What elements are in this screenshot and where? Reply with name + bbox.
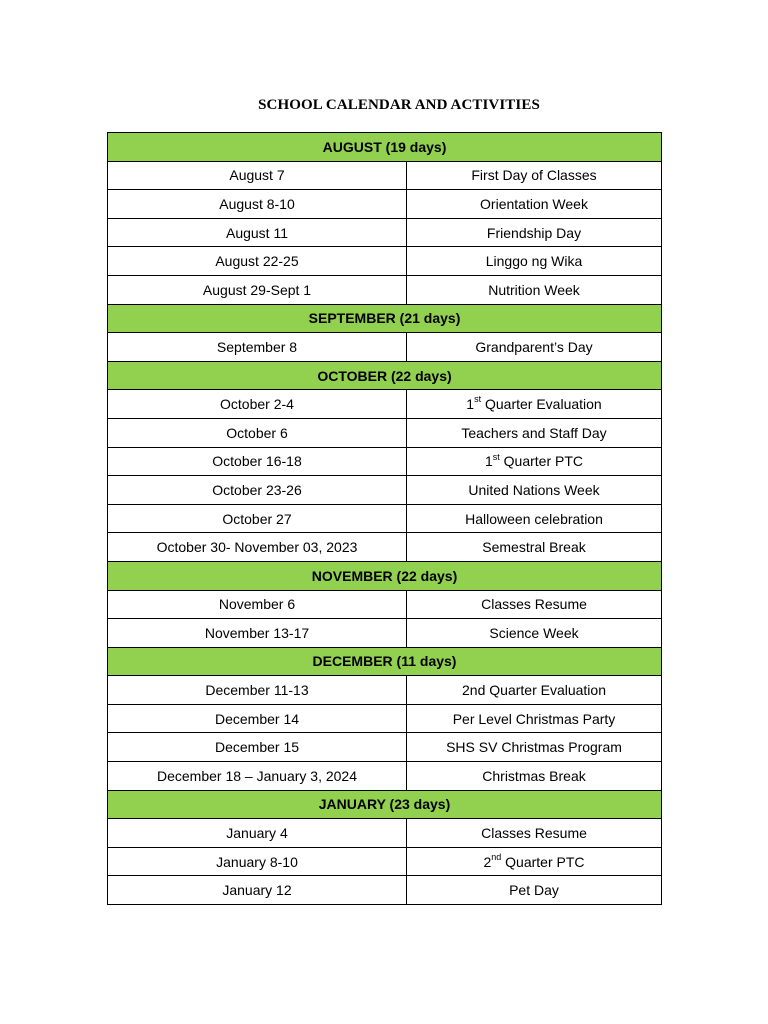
event-activity: United Nations Week: [407, 476, 662, 505]
event-row: [108, 876, 662, 905]
event-row: [108, 762, 662, 791]
activity-ordinal-suffix: st: [492, 451, 500, 462]
event-date: October 2-4: [108, 390, 407, 419]
event-row: [108, 190, 662, 219]
month-header-row: [108, 561, 662, 590]
event-date: October 23-26: [108, 476, 407, 505]
event-row: [108, 476, 662, 505]
event-date: January 8-10: [108, 847, 407, 876]
month-header-row: [108, 647, 662, 676]
event-activity: Orientation Week: [407, 190, 662, 219]
month-header-row: [108, 304, 662, 333]
event-date: November 13-17: [108, 619, 407, 648]
event-date: December 18 – January 3, 2024: [108, 762, 407, 791]
event-row: [108, 590, 662, 619]
event-activity: [407, 447, 662, 476]
calendar-body: [108, 133, 662, 905]
event-row: [108, 733, 662, 762]
event-activity: Pet Day: [407, 876, 662, 905]
event-date: October 16-18: [108, 447, 407, 476]
month-header: NOVEMBER (22 days): [108, 561, 662, 590]
event-activity: First Day of Classes: [407, 161, 662, 190]
event-row: [108, 619, 662, 648]
month-header: AUGUST (19 days): [108, 133, 662, 162]
event-row: [108, 447, 662, 476]
event-date: December 14: [108, 704, 407, 733]
page-title: SCHOOL CALENDAR AND ACTIVITIES: [258, 97, 540, 113]
event-row: [108, 218, 662, 247]
event-activity: Linggo ng Wika: [407, 247, 662, 276]
event-activity: Teachers and Staff Day: [407, 418, 662, 447]
event-date: October 30- November 03, 2023: [108, 533, 407, 562]
event-activity: Christmas Break: [407, 762, 662, 791]
activity-ordinal-number: 1: [484, 453, 493, 470]
event-row: [108, 247, 662, 276]
activity-text: Quarter Evaluation: [481, 396, 602, 413]
event-activity: Halloween celebration: [407, 504, 662, 533]
event-activity: Friendship Day: [407, 218, 662, 247]
month-header: DECEMBER (11 days): [108, 647, 662, 676]
month-header-row: [108, 361, 662, 390]
event-row: [108, 847, 662, 876]
event-activity: Grandparent’s Day: [407, 333, 662, 362]
event-activity: 2nd Quarter Evaluation: [407, 676, 662, 705]
event-date: December 11-13: [108, 676, 407, 705]
event-date: October 27: [108, 504, 407, 533]
event-date: August 8-10: [108, 190, 407, 219]
activity-ordinal-number: 2: [483, 853, 492, 870]
event-activity: Per Level Christmas Party: [407, 704, 662, 733]
month-header-row: [108, 790, 662, 819]
event-row: [108, 819, 662, 848]
event-row: [108, 390, 662, 419]
activity-text: Quarter PTC: [501, 853, 585, 870]
event-row: [108, 504, 662, 533]
event-activity: Classes Resume: [407, 590, 662, 619]
event-date: January 12: [108, 876, 407, 905]
event-date: November 6: [108, 590, 407, 619]
event-date: December 15: [108, 733, 407, 762]
event-activity: [407, 390, 662, 419]
event-activity: SHS SV Christmas Program: [407, 733, 662, 762]
event-activity: Science Week: [407, 619, 662, 648]
month-header: JANUARY (23 days): [108, 790, 662, 819]
event-row: [108, 275, 662, 304]
event-date: August 29-Sept 1: [108, 275, 407, 304]
activity-ordinal-suffix: nd: [491, 851, 502, 862]
activity-text: Quarter PTC: [499, 453, 584, 470]
event-activity: Nutrition Week: [407, 275, 662, 304]
event-activity: [407, 847, 662, 876]
event-date: August 22-25: [108, 247, 407, 276]
event-row: [108, 333, 662, 362]
event-activity: Classes Resume: [407, 819, 662, 848]
event-row: [108, 704, 662, 733]
month-header-row: [108, 133, 662, 162]
event-date: August 11: [108, 218, 407, 247]
calendar-table: [107, 132, 662, 905]
activity-ordinal-suffix: st: [474, 394, 482, 405]
activity-ordinal-number: 1: [466, 396, 475, 413]
event-row: [108, 676, 662, 705]
event-date: August 7: [108, 161, 407, 190]
event-date: September 8: [108, 333, 407, 362]
event-activity: Semestral Break: [407, 533, 662, 562]
event-row: [108, 418, 662, 447]
event-row: [108, 161, 662, 190]
month-header: SEPTEMBER (21 days): [108, 304, 662, 333]
event-date: January 4: [108, 819, 407, 848]
event-row: [108, 533, 662, 562]
event-date: October 6: [108, 418, 407, 447]
month-header: OCTOBER (22 days): [108, 361, 662, 390]
